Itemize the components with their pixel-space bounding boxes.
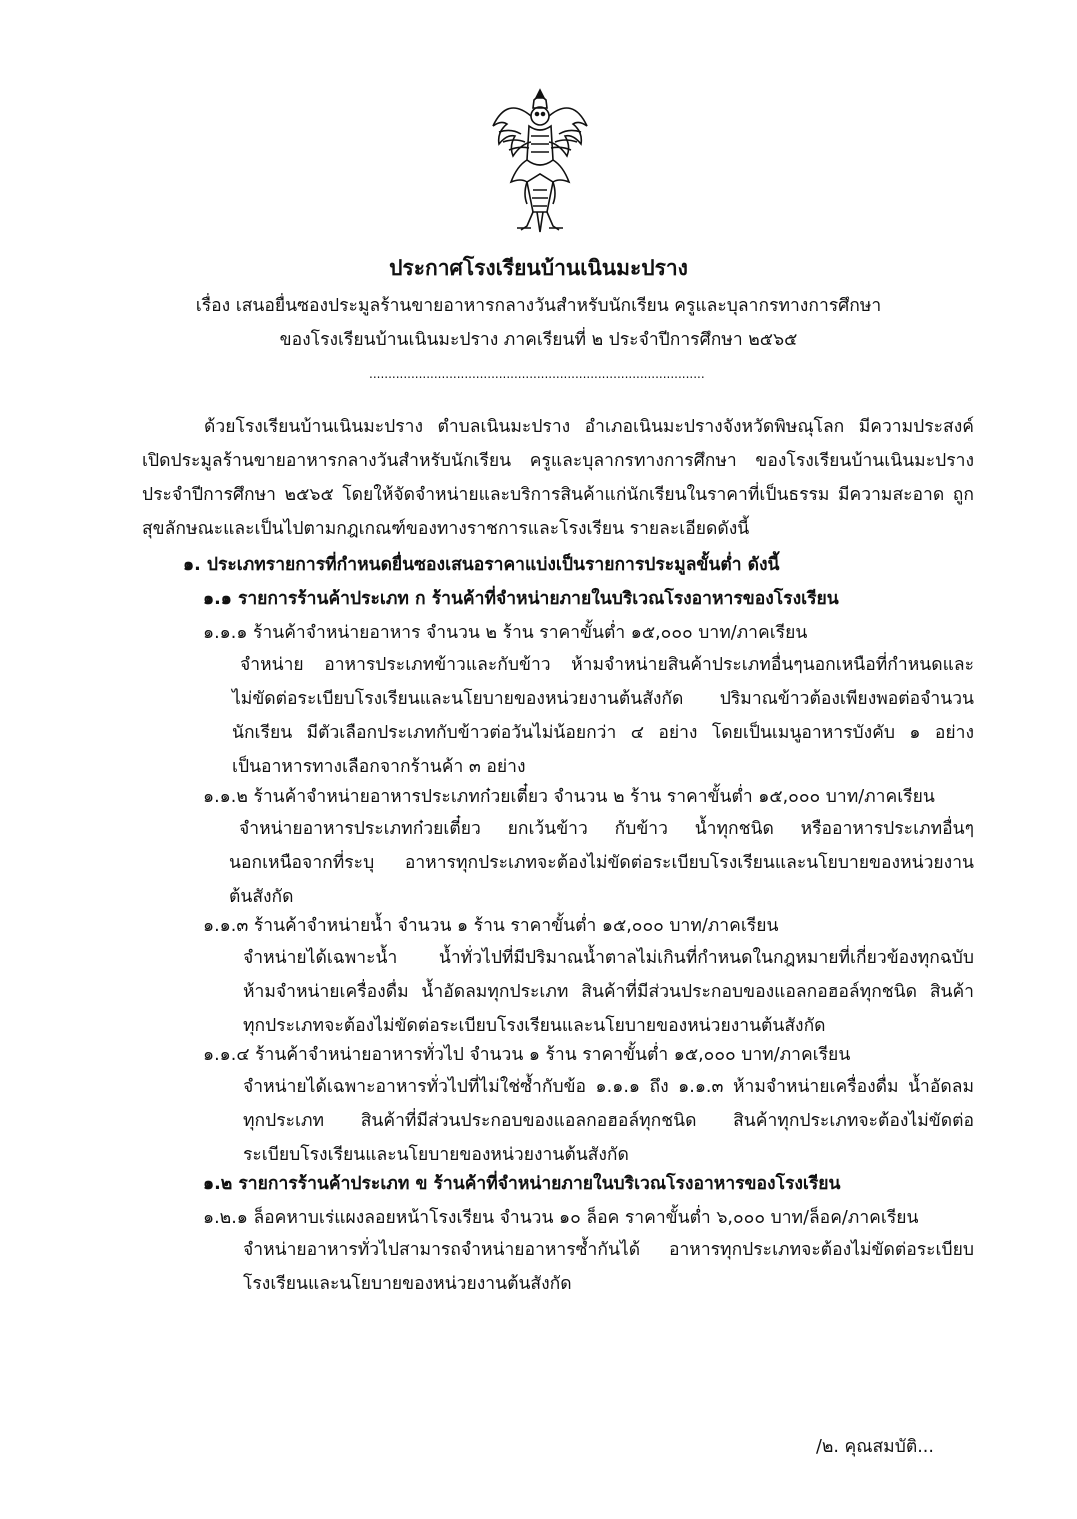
intro-line: ด้วยโรงเรียนบ้านเนินมะปราง ตำบลเนินมะปราง อำเภอเนินมะปรางจังหวัดพิษณุโลก มีความประสงค์: [204, 417, 974, 437]
body-line: โรงเรียนและนโยบายของหน่วยงานต้นสังกัด: [243, 1274, 572, 1294]
section-1-1-heading: ๑.๑ รายการร้านค้าประเภท ก ร้านค้าที่จำหน่ายภายในบริเวณโรงอาหารของโรงเรียน: [203, 589, 839, 609]
item-1-1-4-body: [243, 1070, 974, 1172]
section-1-heading: ๑. ประเภทรายการที่กำหนดยื่นซองเสนอราคาแบ่งเป็นรายการประมูลขั้นต่ำ ดังนี้: [183, 555, 780, 575]
intro-line: เปิดประมูลร้านขายอาหารกลางวันสำหรับนักเรียน ครูและบุลากรทางการศึกษา ของโรงเรียนบ้านเนินมะปราง: [142, 451, 974, 471]
intro-line: ประจำปีการศึกษา ๒๕๖๕ โดยให้จัดจำหน่ายและบริการสินค้าแก่นักเรียนในราคาที่เป็นธรรม มีความสะอาด ถูก: [142, 485, 974, 505]
subject-line-1: เรื่อง เสนอยื่นซองประมูลร้านขายอาหารกลางวันสำหรับนักเรียน ครูและบุลากรทางการศึกษา: [195, 296, 882, 316]
body-line: จำหน่ายได้เฉพาะอาหารทั่วไปที่ไม่ใช่ซ้ำกับข้อ ๑.๑.๑ ถึง ๑.๑.๓ ห้ามจำหน่ายเครื่องดื่ม น้ำอัดลม: [243, 1077, 974, 1097]
body-line: นอกเหนือจากที่ระบุ อาหารทุกประเภทจะต้องไม่ขัดต่อระเบียบโรงเรียนและนโยบายของหน่วยงาน: [229, 853, 974, 873]
body-line: จำหน่ายได้เฉพาะน้ำ น้ำทั่วไปที่มีปริมาณน้ำตาลไม่เกินที่กำหนดในกฎหมายที่เกี่ยวข้องทุกฉบับ: [243, 948, 974, 968]
body-line: จำหน่ายอาหารประเภทก๋วยเตี๋ยว ยกเว้นข้าว กับข้าว น้ำทุกชนิด หรืออาหารประเภทอื่นๆ: [239, 819, 974, 839]
body-line: นักเรียน มีตัวเลือกประเภทกับข้าวต่อวันไม่น้อยกว่า ๔ อย่าง โดยเป็นเมนูอาหารบังคับ ๑ อย่าง: [232, 723, 974, 743]
body-line: จำหน่าย อาหารประเภทข้าวและกับข้าว ห้ามจำหน่ายสินค้าประเภทอื่นๆนอกเหนือที่กำหนดและ: [240, 655, 974, 675]
intro-paragraph: [142, 410, 974, 546]
body-line: เป็นอาหารทางเลือกจากร้านค้า ๓ อย่าง: [232, 757, 526, 777]
item-1-1-3-heading: ๑.๑.๓ ร้านค้าจำหน่ายน้ำ จำนวน ๑ ร้าน ราคาขั้นต่ำ ๑๕,๐๐๐ บาท/ภาคเรียน: [203, 916, 779, 936]
body-line: ทุกประเภทจะต้องไม่ขัดต่อระเบียบโรงเรียนและนโยบายของหน่วยงานต้นสังกัด: [243, 1016, 826, 1036]
item-1-1-1-heading: ๑.๑.๑ ร้านค้าจำหน่ายอาหาร จำนวน ๒ ร้าน ราคาขั้นต่ำ ๑๕,๐๐๐ บาท/ภาคเรียน: [203, 623, 808, 643]
item-1-1-2-body: [229, 812, 974, 914]
body-line: ไม่ขัดต่อระเบียบโรงเรียนและนโยบายของหน่วยงานต้นสังกัด ปริมาณข้าวต้องเพียงพอต่อจำนวน: [232, 689, 974, 709]
item-1-2-1-body: [243, 1233, 974, 1301]
body-line: ห้ามจำหน่ายเครื่องดื่ม น้ำอัดลมทุกประเภท สินค้าที่มีส่วนประกอบของแอลกอฮอล์ทุกชนิด สินค้า: [243, 982, 974, 1002]
body-line: ทุกประเภท สินค้าที่มีส่วนประกอบของแอลกอฮอล์ทุกชนิด สินค้าทุกประเภทจะต้องไม่ขัดต่อ: [243, 1111, 974, 1131]
item-1-2-1-heading: ๑.๒.๑ ล็อคหาบเร่แผงลอยหน้าโรงเรียน จำนวน ๑๐ ล็อค ราคาขั้นต่ำ ๖,๐๐๐ บาท/ล็อค/ภาคเรียน: [203, 1208, 919, 1228]
continuation-note: /๒. คุณสมบัติ...: [816, 1437, 934, 1457]
intro-line: สุขลักษณะและเป็นไปตามกฎเกณฑ์ของทางราชการและโรงเรียน รายละเอียดดังนี้: [142, 519, 750, 539]
body-line: ต้นสังกัด: [229, 887, 294, 907]
item-1-1-4-heading: ๑.๑.๔ ร้านค้าจำหน่ายอาหารทั่วไป จำนวน ๑ ร้าน ราคาขั้นต่ำ ๑๕,๐๐๐ บาท/ภาคเรียน: [203, 1045, 851, 1065]
body-line: จำหน่ายอาหารทั่วไปสามารถจำหน่ายอาหารซ้ำกันได้ อาหารทุกประเภทจะต้องไม่ขัดต่อระเบียบ: [243, 1240, 974, 1260]
body-line: ระเบียบโรงเรียนและนโยบายของหน่วยงานต้นสังกัด: [243, 1145, 629, 1165]
subject-line-2: ของโรงเรียนบ้านเนินมะปราง ภาคเรียนที่ ๒ ประจำปีการศึกษา ๒๕๖๕: [279, 330, 798, 350]
item-1-1-1-body: [232, 648, 974, 784]
announcement-title: ประกาศโรงเรียนบ้านเนินมะปราง: [389, 256, 688, 280]
item-1-1-3-body: [243, 941, 974, 1043]
item-1-1-2-heading: ๑.๑.๒ ร้านค้าจำหน่ายอาหารประเภทก๋วยเตี๋ยว จำนวน ๒ ร้าน ราคาขั้นต่ำ ๑๕,๐๐๐ บาท/ภาคเรียน: [203, 787, 935, 807]
separator-line: ........................................................................................: [369, 367, 705, 381]
section-1-2-heading: ๑.๒ รายการร้านค้าประเภท ข ร้านค้าที่จำหน่ายภายในบริเวณโรงอาหารของโรงเรียน: [203, 1174, 841, 1194]
garuda-emblem-icon: [487, 86, 593, 234]
